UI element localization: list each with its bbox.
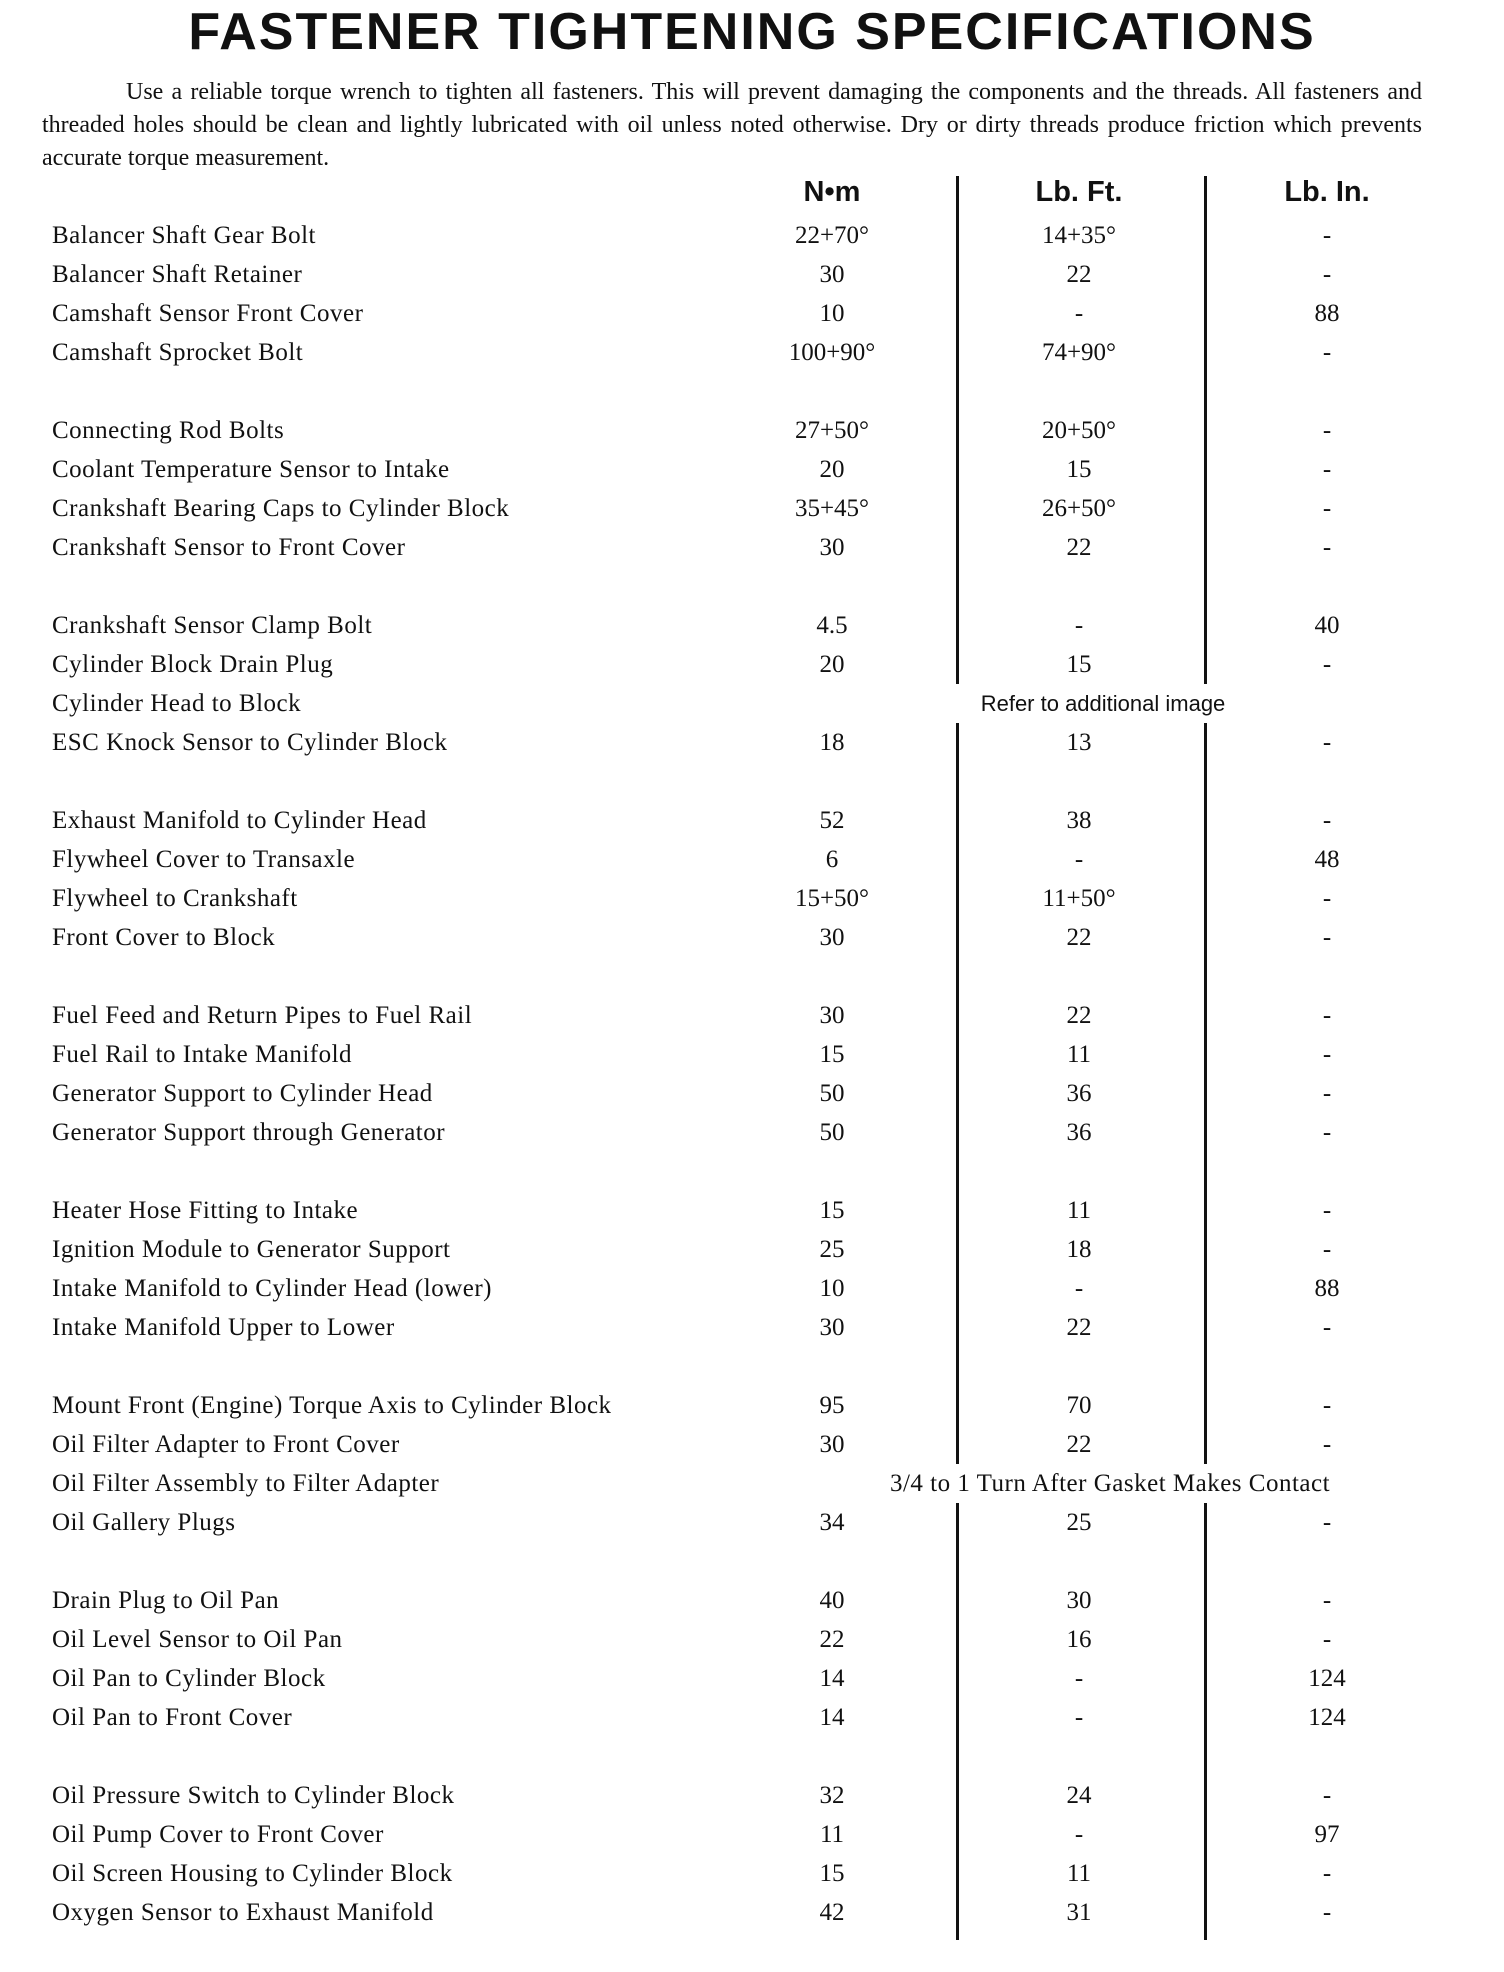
fastener-label: Crankshaft Sensor Clamp Bolt — [52, 612, 373, 639]
nm-value: 10 — [819, 300, 845, 327]
nm-value: 50 — [819, 1119, 845, 1146]
lbin-value: - — [1322, 417, 1332, 444]
table-row — [0, 1698, 1504, 1737]
table-row — [0, 1191, 1504, 1230]
nm-value: 6 — [825, 846, 839, 873]
table-row — [0, 1815, 1504, 1854]
fastener-label: Camshaft Sprocket Bolt — [52, 339, 304, 366]
fastener-label: Oil Pressure Switch to Cylinder Block — [52, 1782, 455, 1809]
lbin-value: - — [1322, 1392, 1332, 1419]
fastener-label: Oil Filter Assembly to Filter Adapter — [52, 1470, 440, 1497]
lbft-value: - — [1074, 1665, 1084, 1692]
column-header-lbin: Lb. In. — [1284, 176, 1370, 208]
table-row — [0, 1581, 1504, 1620]
nm-value: 34 — [819, 1509, 845, 1536]
lbin-value: - — [1322, 1314, 1332, 1341]
nm-value: 100+90° — [788, 339, 876, 366]
lbin-value: - — [1322, 1782, 1332, 1809]
fastener-label: Oil Level Sensor to Oil Pan — [52, 1626, 343, 1653]
nm-value: 95 — [819, 1392, 845, 1419]
nm-value: 30 — [819, 1314, 845, 1341]
lbin-value: 88 — [1314, 300, 1340, 327]
lbin-value: 40 — [1314, 612, 1340, 639]
lbft-value: 70 — [1066, 1392, 1092, 1419]
fastener-label: Oxygen Sensor to Exhaust Manifold — [52, 1899, 434, 1926]
nm-value: 15 — [819, 1197, 845, 1224]
table-row — [0, 1425, 1504, 1464]
nm-value: 4.5 — [816, 612, 848, 639]
lbft-value: - — [1074, 1704, 1084, 1731]
nm-value: 20 — [819, 456, 845, 483]
lbft-value: 11+50° — [1042, 885, 1116, 912]
fastener-label: Crankshaft Bearing Caps to Cylinder Block — [52, 495, 510, 522]
lbin-value: 124 — [1308, 1665, 1346, 1692]
fastener-label: Coolant Temperature Sensor to Intake — [52, 456, 450, 483]
table-row — [0, 840, 1504, 879]
table-row — [0, 528, 1504, 567]
fastener-label: Flywheel Cover to Transaxle — [52, 846, 356, 873]
table-row — [0, 918, 1504, 957]
lbft-value: 11 — [1066, 1860, 1092, 1887]
lbft-value: 11 — [1066, 1041, 1092, 1068]
nm-value: 30 — [819, 534, 845, 561]
lbin-value: - — [1322, 1509, 1332, 1536]
nm-value: 30 — [819, 1002, 845, 1029]
lbin-value: - — [1322, 1431, 1332, 1458]
fastener-label: Generator Support to Cylinder Head — [52, 1080, 433, 1107]
table-row — [0, 1464, 1504, 1503]
table-row — [0, 1113, 1504, 1152]
nm-value: 30 — [819, 924, 845, 951]
fastener-label: Camshaft Sensor Front Cover — [52, 300, 364, 327]
lbft-value: 38 — [1066, 807, 1092, 834]
nm-value: 30 — [819, 261, 845, 288]
lbin-value: - — [1322, 651, 1332, 678]
fastener-label: Front Cover to Block — [52, 924, 276, 951]
nm-value: 15 — [819, 1860, 845, 1887]
lbft-value: 22 — [1066, 1314, 1092, 1341]
fastener-label: Oil Pan to Cylinder Block — [52, 1665, 326, 1692]
lbft-value: 22 — [1066, 1431, 1092, 1458]
lbft-value: 15 — [1066, 456, 1092, 483]
intro-text: Use a reliable torque wrench to tighten all fasteners. This will prevent damaging the components and the threads. All fasteners and threaded holes should be clean and lightly lubricated with oil unless noted otherwise. Dry or dirty threads produce friction which prevents accurate torque measurement. — [42, 79, 1422, 171]
lbin-value: - — [1322, 222, 1332, 249]
nm-value: 22 — [819, 1626, 845, 1653]
intro-paragraph — [42, 76, 1422, 175]
lbft-value: 74+90° — [1041, 339, 1117, 366]
table-row — [0, 1269, 1504, 1308]
table-row — [0, 1854, 1504, 1893]
nm-value: 32 — [819, 1782, 845, 1809]
lbft-value: 30 — [1066, 1587, 1092, 1614]
lbft-value: 16 — [1066, 1626, 1092, 1653]
lbft-value: 20+50° — [1041, 417, 1117, 444]
nm-value: 30 — [819, 1431, 845, 1458]
table-row — [0, 1659, 1504, 1698]
fastener-label: Fuel Rail to Intake Manifold — [52, 1041, 353, 1068]
nm-value: 18 — [819, 729, 845, 756]
lbft-value: 11 — [1066, 1197, 1092, 1224]
lbft-value: 25 — [1066, 1509, 1092, 1536]
table-row — [0, 1308, 1504, 1347]
lbft-value: 18 — [1066, 1236, 1092, 1263]
table-row — [0, 1776, 1504, 1815]
lbft-value: 22 — [1066, 261, 1092, 288]
lbin-value: - — [1322, 1899, 1332, 1926]
lbin-value: - — [1322, 885, 1332, 912]
lbin-value: 88 — [1314, 1275, 1340, 1302]
fastener-label: Oil Pan to Front Cover — [52, 1704, 293, 1731]
table-row — [0, 294, 1504, 333]
table-row — [0, 1386, 1504, 1425]
nm-value: 42 — [819, 1899, 845, 1926]
table-row — [0, 801, 1504, 840]
fastener-label: Heater Hose Fitting to Intake — [52, 1197, 359, 1224]
table-row — [0, 879, 1504, 918]
table-row — [0, 1035, 1504, 1074]
lbft-value: - — [1074, 846, 1084, 873]
lbft-value: - — [1074, 612, 1084, 639]
table-row — [0, 1230, 1504, 1269]
fastener-label: Intake Manifold Upper to Lower — [52, 1314, 395, 1341]
lbft-value: 36 — [1066, 1119, 1092, 1146]
table-row — [0, 684, 1504, 723]
table-row — [0, 723, 1504, 762]
fastener-label: Cylinder Head to Block — [52, 690, 302, 717]
table-row — [0, 411, 1504, 450]
fastener-label: Balancer Shaft Retainer — [52, 261, 303, 288]
fastener-label: Exhaust Manifold to Cylinder Head — [52, 807, 427, 834]
table-row — [0, 645, 1504, 684]
table-row — [0, 996, 1504, 1035]
nm-value: 40 — [819, 1587, 845, 1614]
fastener-label: Flywheel to Crankshaft — [52, 885, 298, 912]
lbin-value: - — [1322, 1587, 1332, 1614]
fastener-label: Fuel Feed and Return Pipes to Fuel Rail — [52, 1002, 473, 1029]
nm-value: 35+45° — [794, 495, 870, 522]
nm-value: 22+70° — [794, 222, 870, 249]
lbft-value: 22 — [1066, 924, 1092, 951]
nm-value: 20 — [819, 651, 845, 678]
lbin-value: 48 — [1314, 846, 1340, 873]
lbin-value: - — [1322, 1002, 1332, 1029]
fastener-label: Generator Support through Generator — [52, 1119, 446, 1146]
lbin-value: - — [1322, 1041, 1332, 1068]
nm-value: 11 — [819, 1821, 845, 1848]
fastener-label: ESC Knock Sensor to Cylinder Block — [52, 729, 448, 756]
lbft-value: - — [1074, 1275, 1084, 1302]
column-header-nm: N•m — [803, 176, 861, 208]
lbft-value: 22 — [1066, 534, 1092, 561]
spec-note: 3/4 to 1 Turn After Gasket Makes Contact — [760, 1464, 1460, 1503]
fastener-label: Connecting Rod Bolts — [52, 417, 285, 444]
table-row — [0, 606, 1504, 645]
table-row — [0, 333, 1504, 372]
fastener-label: Intake Manifold to Cylinder Head (lower) — [52, 1275, 493, 1302]
lbin-value: - — [1322, 1236, 1332, 1263]
fastener-label: Ignition Module to Generator Support — [52, 1236, 451, 1263]
lbft-value: 14+35° — [1041, 222, 1117, 249]
fastener-label: Drain Plug to Oil Pan — [52, 1587, 280, 1614]
nm-value: 15 — [819, 1041, 845, 1068]
lbin-value: - — [1322, 534, 1332, 561]
lbft-value: 26+50° — [1041, 495, 1117, 522]
table-row — [0, 255, 1504, 294]
fastener-label: Balancer Shaft Gear Bolt — [52, 222, 316, 249]
page-title: FASTENER TIGHTENING SPECIFICATIONS — [188, 3, 1316, 61]
lbft-value: - — [1074, 300, 1084, 327]
nm-value: 10 — [819, 1275, 845, 1302]
table-row — [0, 489, 1504, 528]
fastener-label: Cylinder Block Drain Plug — [52, 651, 334, 678]
lbin-value: - — [1322, 495, 1332, 522]
fastener-label: Mount Front (Engine) Torque Axis to Cylinder Block — [52, 1392, 612, 1419]
table-row — [0, 1074, 1504, 1113]
lbin-value: - — [1322, 1119, 1332, 1146]
lbft-value: 13 — [1066, 729, 1092, 756]
table-row — [0, 1503, 1504, 1542]
nm-value: 14 — [819, 1704, 845, 1731]
lbft-value: 22 — [1066, 1002, 1092, 1029]
table-row — [0, 216, 1504, 255]
nm-value: 27+50° — [794, 417, 870, 444]
fastener-label: Oil Screen Housing to Cylinder Block — [52, 1860, 453, 1887]
lbft-value: 15 — [1066, 651, 1092, 678]
spec-note: Refer to additional image — [832, 684, 1374, 723]
lbin-value: - — [1322, 807, 1332, 834]
lbin-value: 124 — [1308, 1704, 1346, 1731]
lbft-value: 36 — [1066, 1080, 1092, 1107]
lbin-value: - — [1322, 456, 1332, 483]
lbin-value: - — [1322, 1626, 1332, 1653]
fastener-label: Oil Gallery Plugs — [52, 1509, 236, 1536]
lbin-value: - — [1322, 1197, 1332, 1224]
column-header-lbft: Lb. Ft. — [1035, 176, 1123, 208]
nm-value: 14 — [819, 1665, 845, 1692]
lbft-value: - — [1074, 1821, 1084, 1848]
lbft-value: 24 — [1066, 1782, 1092, 1809]
fastener-label: Crankshaft Sensor to Front Cover — [52, 534, 406, 561]
lbin-value: - — [1322, 729, 1332, 756]
lbin-value: - — [1322, 1080, 1332, 1107]
lbft-value: 31 — [1066, 1899, 1092, 1926]
nm-value: 15+50° — [794, 885, 870, 912]
fastener-label: Oil Filter Adapter to Front Cover — [52, 1431, 400, 1458]
lbin-value: - — [1322, 924, 1332, 951]
fastener-label: Oil Pump Cover to Front Cover — [52, 1821, 384, 1848]
lbin-value: 97 — [1314, 1821, 1340, 1848]
lbin-value: - — [1322, 261, 1332, 288]
nm-value: 52 — [819, 807, 845, 834]
lbin-value: - — [1322, 1860, 1332, 1887]
nm-value: 25 — [819, 1236, 845, 1263]
lbin-value: - — [1322, 339, 1332, 366]
table-row — [0, 1893, 1504, 1932]
nm-value: 50 — [819, 1080, 845, 1107]
table-row — [0, 1620, 1504, 1659]
table-row — [0, 450, 1504, 489]
